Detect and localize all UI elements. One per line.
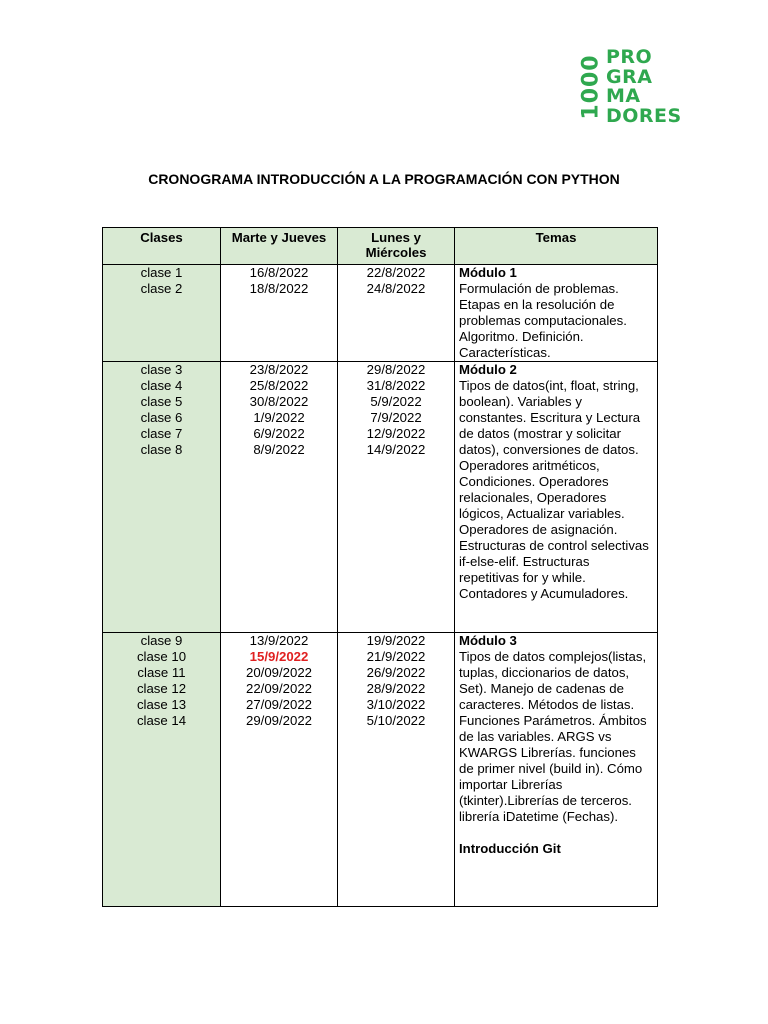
martes-jueves-cell	[221, 362, 338, 633]
date: 7/9/2022	[370, 410, 422, 425]
schedule-table	[102, 227, 658, 907]
table-header-row	[103, 228, 658, 265]
logo-line: PRO	[606, 46, 653, 68]
clase-label: clase 8	[140, 442, 183, 457]
document-title: CRONOGRAMA INTRODUCCIÓN A LA PROGRAMACIÓN CON PYTHON	[148, 171, 620, 187]
header-lunes-miercoles: Lunes y Miércoles	[338, 228, 455, 265]
header-martes-jueves: Marte y Jueves	[221, 228, 338, 265]
module-title: Módulo 1	[459, 265, 517, 280]
date: 5/10/2022	[366, 713, 426, 728]
clase-label: clase 4	[140, 378, 183, 393]
module-topics: Tipos de datos complejos(listas, tuplas, diccionarios de datos, Set). Manejo de cadenas de caracteres. Métodos de listas. Funciones Parámetros. Ámbitos de las variables. ARGS vs KWARGS Librerías. funciones de primer nivel (build in). Cómo importar Librerías (tkinter).Librerías de terceros. librería iDatetime (Fechas).	[459, 649, 647, 824]
date: 12/9/2022	[366, 426, 426, 441]
temas-cell	[455, 265, 658, 362]
lunes-miercoles-cell	[338, 362, 455, 633]
clase-label: clase 13	[136, 697, 187, 712]
table-row	[103, 362, 658, 633]
clase-label: clase 10	[136, 649, 187, 664]
highlighted-date: 15/9/2022	[249, 649, 309, 664]
date: 21/9/2022	[366, 649, 426, 664]
date: 24/8/2022	[366, 281, 426, 296]
logo-wordmark	[606, 48, 682, 126]
header-clases: Clases	[103, 228, 221, 265]
date: 22/09/2022	[245, 681, 312, 696]
header-temas: Temas	[455, 228, 658, 265]
temas-cell	[455, 633, 658, 907]
table-row	[103, 265, 658, 362]
clases-cell	[103, 265, 221, 362]
date: 29/09/2022	[245, 713, 312, 728]
extra-topic: Introducción Git	[459, 841, 561, 856]
clase-label: clase 9	[140, 633, 183, 648]
date: 13/9/2022	[249, 633, 309, 648]
date: 3/10/2022	[366, 697, 426, 712]
temas-cell	[455, 362, 658, 633]
clases-cell	[103, 633, 221, 907]
module-topics: Tipos de datos(int, float, string, boolean). Variables y constantes. Escritura y Lectura de datos (mostrar y solicitar datos), conversiones de datos. Operadores aritméticos, Condiciones. Operadores relacionales, Operadores lógicos, Actualizar variables. Operadores de asignación. Estructuras de control selectivas if-else-elif. Estructuras repetitivas for y while. Contadores y Acumuladores.	[459, 378, 649, 601]
date: 8/9/2022	[253, 442, 305, 457]
module-title: Módulo 3	[459, 633, 517, 648]
martes-jueves-cell	[221, 265, 338, 362]
clase-label: clase 11	[137, 665, 186, 680]
date: 18/8/2022	[249, 281, 309, 296]
date: 14/9/2022	[366, 442, 426, 457]
lunes-miercoles-cell	[338, 265, 455, 362]
logo-1000-programadores	[580, 46, 690, 128]
clase-label: clase 5	[140, 394, 183, 409]
logo-line: MA	[606, 85, 641, 107]
date: 28/9/2022	[366, 681, 426, 696]
date: 23/8/2022	[249, 362, 309, 377]
date: 22/8/2022	[366, 265, 426, 280]
date: 20/09/2022	[245, 665, 312, 680]
date: 16/8/2022	[249, 265, 309, 280]
spacer	[459, 825, 653, 841]
date: 27/09/2022	[245, 697, 312, 712]
clases-cell	[103, 362, 221, 633]
clase-label: clase 6	[140, 410, 183, 425]
date: 1/9/2022	[253, 410, 305, 425]
date: 19/9/2022	[366, 633, 426, 648]
date: 30/8/2022	[249, 394, 309, 409]
martes-jueves-cell	[221, 633, 338, 907]
date: 26/9/2022	[366, 665, 426, 680]
date: 6/9/2022	[253, 426, 305, 441]
table-row	[103, 633, 658, 907]
logo-vertical-number	[580, 46, 602, 128]
logo-line: GRA	[606, 65, 653, 88]
logo-number: 1000	[578, 54, 604, 120]
module-topics: Formulación de problemas. Etapas en la resolución de problemas computacionales. Algoritmo. Definición. Características.	[459, 281, 627, 360]
date: 31/8/2022	[366, 378, 426, 393]
date: 29/8/2022	[366, 362, 426, 377]
lunes-miercoles-cell	[338, 633, 455, 907]
date: 5/9/2022	[370, 394, 422, 409]
date: 25/8/2022	[249, 378, 309, 393]
clase-label: clase 7	[140, 426, 183, 441]
clase-label: clase 3	[140, 362, 183, 377]
clase-label: clase 2	[140, 281, 183, 296]
logo-line: DORES	[606, 104, 682, 127]
clase-label: clase 1	[140, 265, 183, 280]
module-title: Módulo 2	[459, 362, 517, 377]
clase-label: clase 12	[136, 681, 187, 696]
clase-label: clase 14	[136, 713, 187, 728]
